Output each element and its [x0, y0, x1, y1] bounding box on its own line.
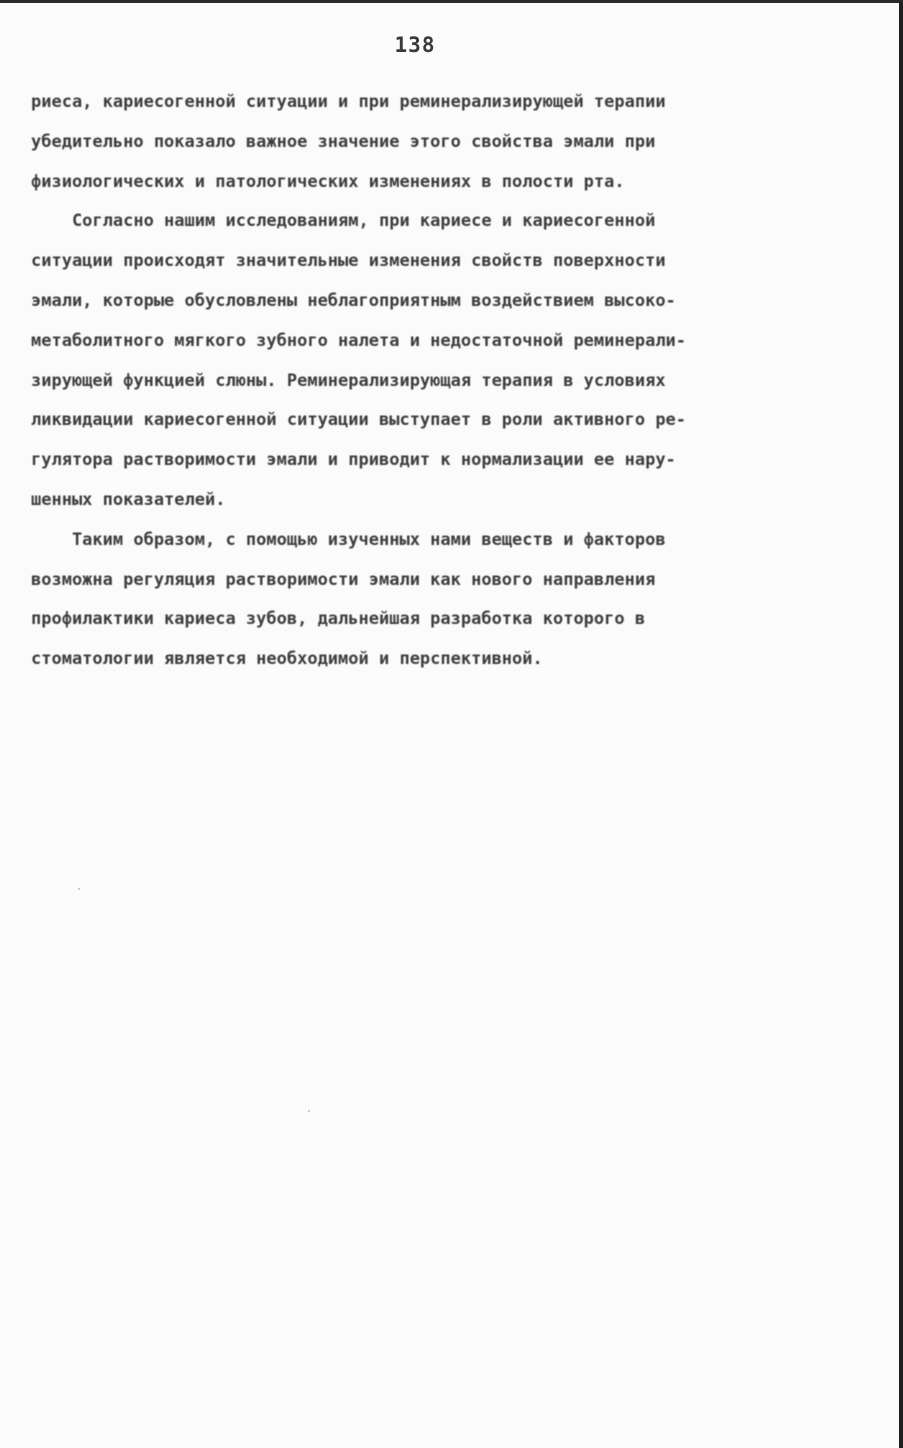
- scan-speck: [78, 888, 80, 890]
- text-line: шенных показателей.: [31, 489, 226, 510]
- text-line: стоматологии является необходимой и перспективной.: [31, 649, 543, 670]
- text-line: ситуации происходят значительные изменения свойств поверхности: [31, 251, 666, 272]
- paragraph-1: [31, 83, 861, 202]
- page-number: 138: [394, 33, 436, 57]
- text-line: зирующей функцией слюны. Реминерализирующая терапия в условиях: [31, 370, 666, 391]
- text-line: возможна регуляция растворимости эмали как нового направления: [31, 569, 656, 590]
- text-line: убедительно показало важное значение этого свойства эмали при: [31, 131, 656, 152]
- text-line: профилактики кариеса зубов, дальнейшая разработка которого в: [31, 609, 646, 630]
- text-line: Таким образом, с помощью изученных нами веществ и факторов: [31, 529, 666, 550]
- paragraph-3: [31, 521, 861, 680]
- text-line: физиологических и патологических изменениях в полости рта.: [31, 171, 625, 192]
- text-line: Согласно нашим исследованиям, при кариесе и кариесогенной: [31, 211, 656, 232]
- body-text: [31, 83, 861, 680]
- text-line: риеса, кариесогенной ситуации и при реминерализирующей терапии: [31, 92, 666, 112]
- text-line: гулятора растворимости эмали и приводит к нормализации ее нару-: [31, 450, 676, 471]
- scan-speck: [308, 1110, 310, 1112]
- text-line: метаболитного мягкого зубного налета и недостаточной реминерали-: [31, 330, 687, 351]
- text-line: ликвидации кариесогенной ситуации выступает в роли активного ре-: [31, 410, 687, 431]
- text-line: эмали, которые обусловлены неблагоприятным воздействием высоко-: [31, 290, 676, 311]
- paragraph-2: [31, 202, 861, 520]
